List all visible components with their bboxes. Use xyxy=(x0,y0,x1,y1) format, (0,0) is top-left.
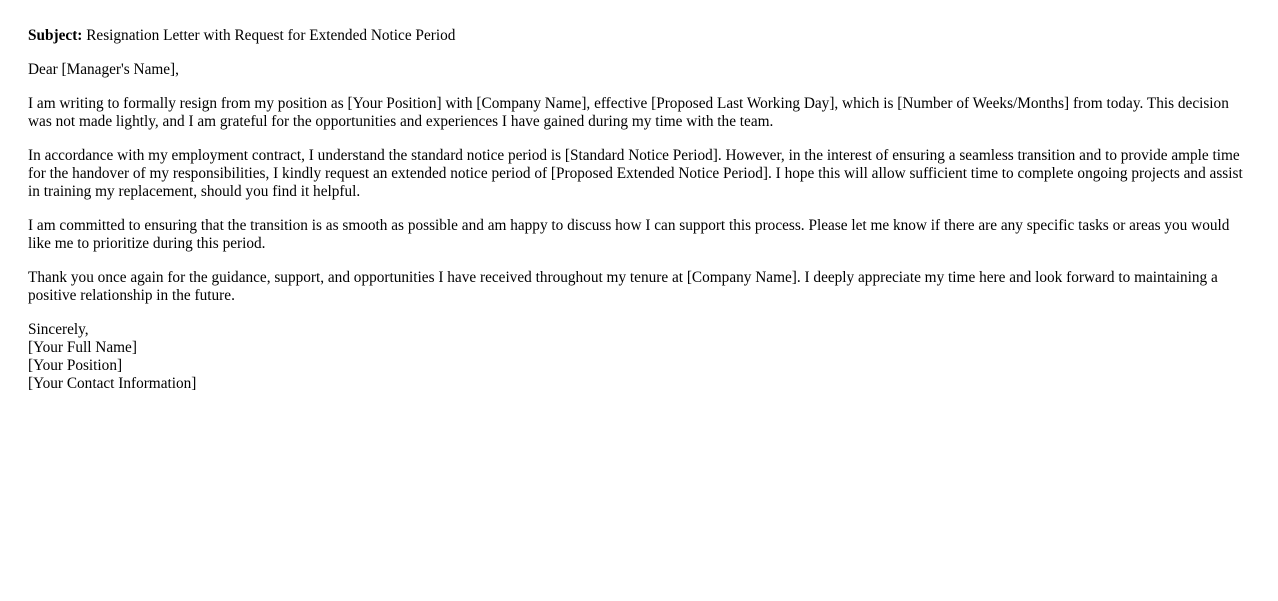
letter-body xyxy=(28,27,1256,393)
paragraph-thanks: Thank you once again for the guidance, support, and opportunities I have received throughout my tenure at [Company Name]. I deeply appreciate my time here and look forward to maintaining a positive relationship in the future. xyxy=(28,269,1218,304)
subject-text: Resignation Letter with Request for Extended Notice Period xyxy=(82,27,456,44)
paragraph-transition: I am committed to ensuring that the transition is as smooth as possible and am happy to discuss how I can support this process. Please let me know if there are any specific tasks or areas you would like me to prioritize during this period. xyxy=(28,217,1230,252)
closing: Sincerely, xyxy=(28,321,89,338)
signature-full-name: [Your Full Name] xyxy=(28,339,137,356)
signature-contact-info: [Your Contact Information] xyxy=(28,375,197,392)
paragraph-resignation: I am writing to formally resign from my position as [Your Position] with [Company Name], effective [Proposed Last Working Day], which is [Number of Weeks/Months] from today. This decision was not made lightly, and I am grateful for the opportunities and experiences I have gained during my time with the team. xyxy=(28,95,1229,130)
paragraph-notice-period: In accordance with my employment contract, I understand the standard notice period is [Standard Notice Period]. However, in the interest of ensuring a seamless transition and to provide ample time for the handover of my responsibilities, I kindly request an extended notice period of [Proposed Extended Notice Period]. I hope this will allow sufficient time to complete ongoing projects and assist in training my replacement, should you find it helpful. xyxy=(28,147,1243,200)
subject-line xyxy=(28,27,1256,45)
salutation: Dear [Manager's Name], xyxy=(28,61,179,78)
signature-position: [Your Position] xyxy=(28,357,123,374)
subject-label: Subject: xyxy=(28,27,83,44)
signature-block xyxy=(28,321,1256,393)
